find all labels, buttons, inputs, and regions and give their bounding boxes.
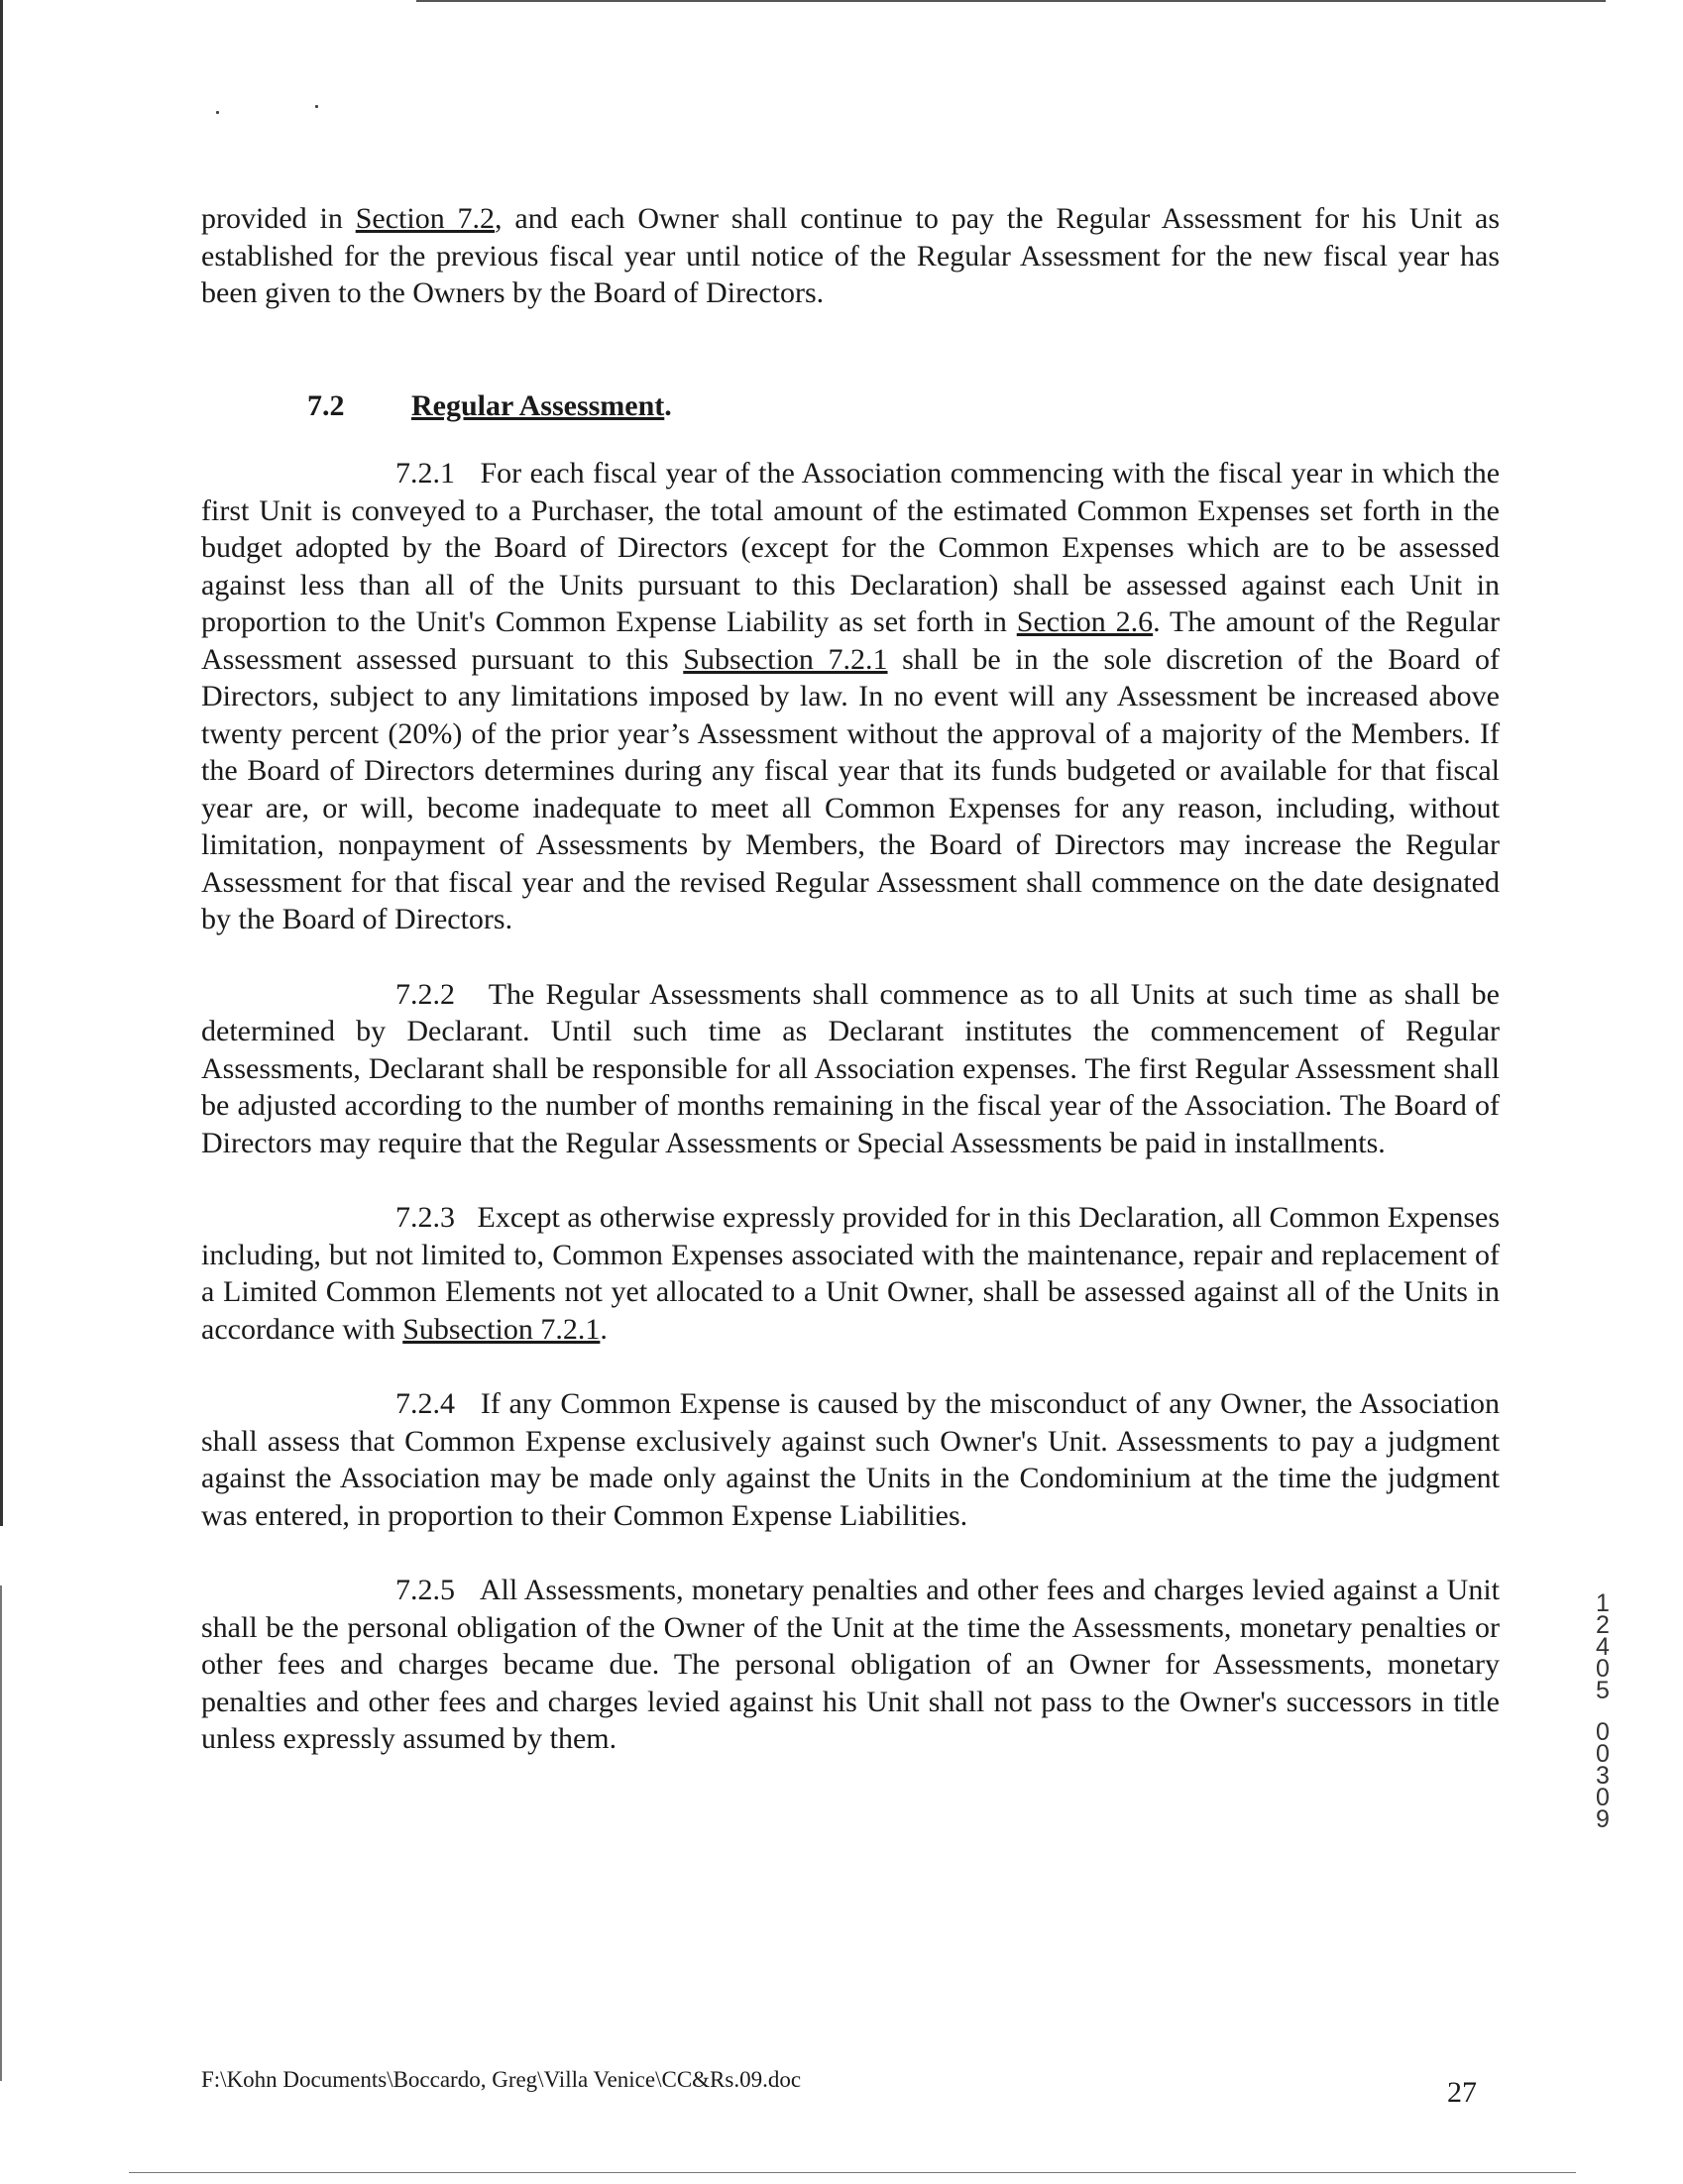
recording-digit: 1 <box>1596 1589 1610 1617</box>
recording-digit: 4 <box>1596 1633 1610 1661</box>
scan-top-edge <box>416 0 1606 2</box>
subsection-text: For each fiscal year of the Association commencing with the fiscal year in which the first Unit is conveyed to a Purchaser, the total amount of the estimated Common Expenses set forth in the budget adopted by the Board of Directors (except for the Common Expenses which are to be assessed against less than all of the Units pursuant to this Declaration) shall be assessed against each Unit in proportion to the Unit's Common Expense Liability as set forth in <box>201 457 1501 638</box>
recording-digit: 0 <box>1596 1784 1610 1811</box>
subsection-number: 7.2.2 <box>395 977 455 1011</box>
subsection-text: All Assessments, monetary penalties and other fees and charges levied against a Unit shall be the personal obligation of the Owner of the Unit at the time the Assessments, monetary penalties or other fees and charges became due. The personal obligation of an Owner for Assessments, monetary penalties and other fees and charges levied against his Unit shall not pass to the Owner's successors in title unless expressly assumed by them. <box>201 1574 1501 1755</box>
document-page <box>201 200 1500 1758</box>
recording-digit: 3 <box>1596 1762 1610 1790</box>
subsection-text: If any Common Expense is caused by the misconduct of any Owner, the Association shall assess that Common Expense exclusively against such Owner's Unit. Assessments to pay a judgment against the Association may be made only against the Units in the Condominium at the time the judgment was entered, in proportion to their Common Expense Liabilities. <box>201 1387 1500 1532</box>
intro-paragraph <box>201 200 1500 312</box>
recording-number <box>1591 1589 1615 1833</box>
subsection-number: 7.2.4 <box>395 1387 455 1420</box>
subsection-text: shall be in the sole discretion of the Board of Directors, subject to any limitations imposed by law. In no event will any Assessment be increased above twenty percent (20%) of the prior year’s Assessment without the approval of a majority of the Members. If the Board of Directors determines during any fiscal year that its funds budgeted or available for that fiscal year are, or will, become inadequate to meet all Common Expenses for any reason, including, without limitation, nonpayment of Assessments by Members, the Board of Directors may increase the Regular Assessment for that fiscal year and the revised Regular Assessment shall commence on the date designated by the Board of Directors. <box>201 642 1500 935</box>
scan-left-edge-lower <box>0 1585 2 2081</box>
subsection-number: 7.2.3 <box>395 1201 455 1234</box>
scan-bottom-edge <box>129 2172 1576 2173</box>
recording-digit: 0 <box>1596 1718 1610 1746</box>
subsection-text: . The amount of the Regular Assessment assessed pursuant to this <box>201 605 1500 676</box>
subsection-number: 7.2.5 <box>395 1574 455 1606</box>
section-title-period: . <box>664 388 672 422</box>
subsection-text: The Regular Assessments shall commence as to all Units at such time as shall be determined by Declarant. Until such time as Declarant institutes the commencement of Regular Assessments, Declarant shall be responsible for all Association expenses. The first Regular Assessment shall be adjusted according to the number of months remaining in the fiscal year of the Association. The Board of Directors may require that the Regular Assessments or Special Assessments be paid in installments. <box>201 977 1500 1159</box>
intro-text-rest: , and each Owner shall continue to pay the Regular Assessment for his Unit as established for the previous fiscal year until notice of the Regular Assessment for the new fiscal year has been given to the Owners by the Board of Directors. <box>201 202 1500 309</box>
section-number: 7.2 <box>307 388 345 422</box>
recording-digit: 0 <box>1596 1655 1610 1683</box>
page-number: 27 <box>1447 2076 1477 2109</box>
scan-left-edge <box>0 0 3 1526</box>
intro-text: provided in <box>201 202 356 235</box>
recording-digit: 9 <box>1596 1805 1610 1833</box>
recording-digit: 0 <box>1596 1740 1610 1768</box>
subsection-7-2-2 <box>201 976 1500 1162</box>
scan-speck <box>315 105 318 108</box>
section-reference: Section 7.2 <box>355 202 496 235</box>
subsection-text: . <box>600 1312 608 1346</box>
recording-digit: 2 <box>1596 1611 1610 1639</box>
footer-file-path: F:\Kohn Documents\Boccardo, Greg\Villa Venice\CC&Rs.09.doc <box>201 2067 802 2092</box>
subsection-number: 7.2.1 <box>395 457 455 490</box>
scan-speck <box>216 111 219 114</box>
section-heading <box>201 387 1500 425</box>
subsection-7-2-5 <box>201 1572 1500 1758</box>
recording-digit: 5 <box>1596 1677 1610 1704</box>
subsection-7-2-4 <box>201 1385 1500 1534</box>
section-reference: Section 2.6 <box>1016 605 1154 638</box>
subsection-text: Except as otherwise expressly provided for in this Declaration, all Common Expenses including, but not limited to, Common Expenses associated with the maintenance, repair and replacement of a Limited Common Elements not yet allocated to a Unit Owner, shall be assessed against all of the Units in accordance with <box>201 1201 1501 1346</box>
subsection-7-2-3 <box>201 1199 1500 1348</box>
subsection-reference: Subsection 7.2.1 <box>683 642 888 676</box>
subsection-7-2-1 <box>201 455 1500 938</box>
section-title: Regular Assessment <box>411 388 665 422</box>
subsection-reference: Subsection 7.2.1 <box>402 1312 601 1346</box>
